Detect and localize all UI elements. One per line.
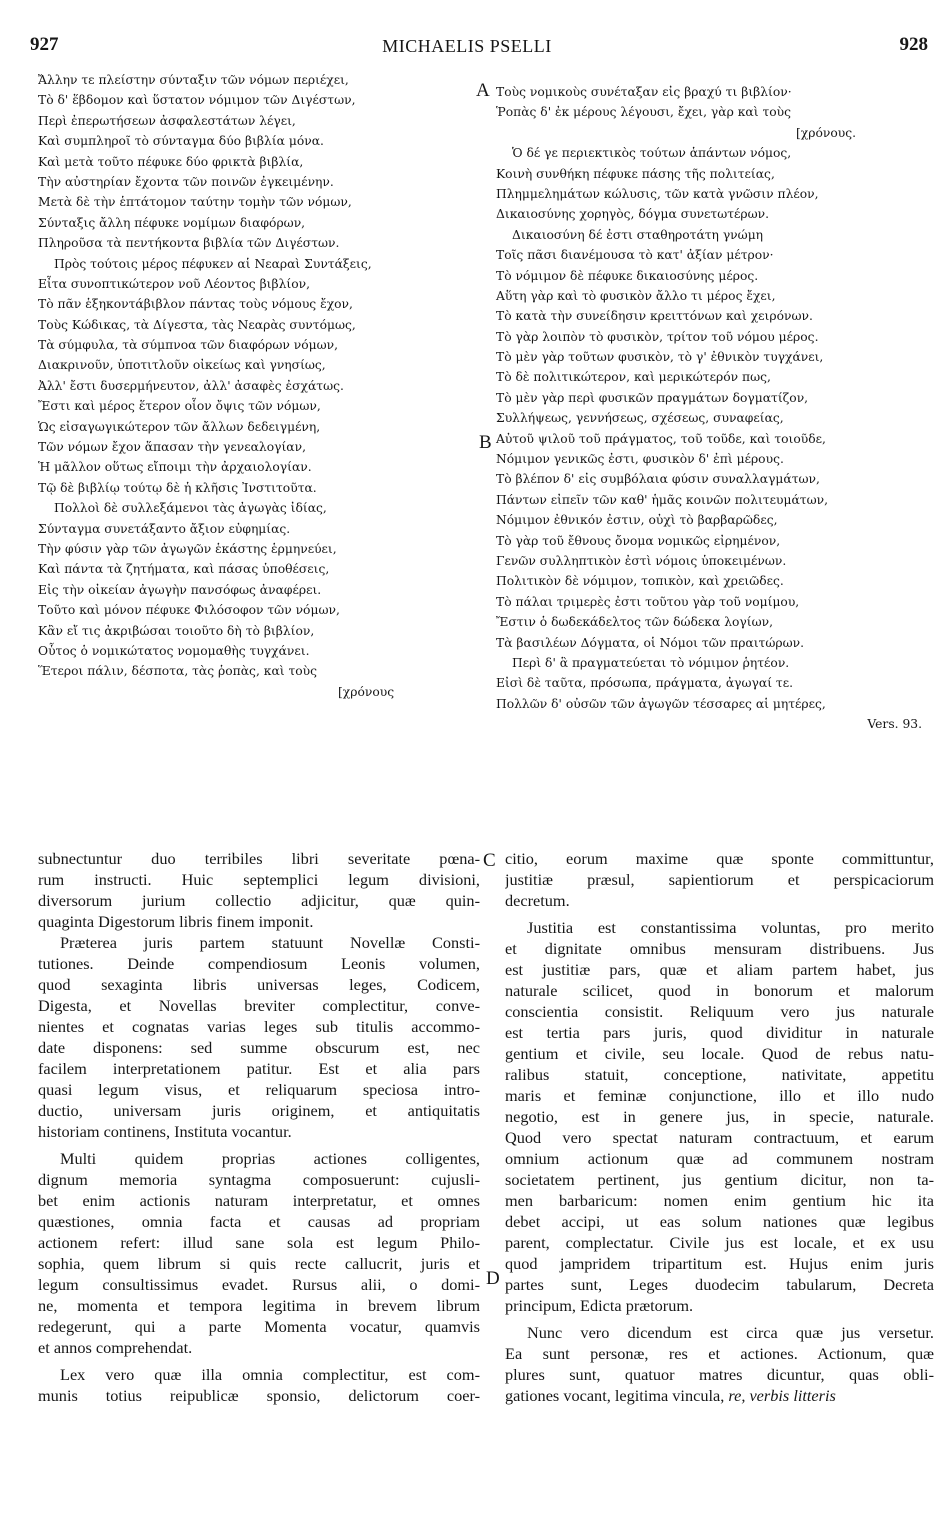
greek-verse-continuation: [χρόνους: [338, 684, 395, 699]
latin-text-line: redegerunt, qui a parte Momenta vocatur, quamvis: [38, 1317, 480, 1336]
greek-verse-line: Τοὺς νομικοὺς συνέταξαν εἰς βραχύ τι βιβλίον·: [496, 85, 792, 99]
latin-text-line: facilem interpretationem patitur. Est et alia pars: [38, 1059, 480, 1078]
greek-verse-line: Καὶ πάντα τὰ ζητήματα, καὶ πάσας ὑποθέσεις,: [38, 562, 330, 577]
latin-text-line: Justitia est constantissima voluntas, pro merito: [527, 918, 934, 937]
latin-text-line: debet accipi, ut eas solum nationes quæ legibus: [505, 1212, 934, 1231]
section-marker-c: C: [483, 850, 496, 871]
latin-text-line: Præterea juris partem statuunt Novellæ Consti-: [60, 933, 480, 952]
greek-verse-line: Ἄλλην τε πλείστην σύνταξιν τῶν νόμων περιέχει,: [38, 73, 349, 87]
greek-verse-line: Ἔστιν ὁ δωδεκάδελτος τῶν δώδεκα λογίων,: [496, 615, 773, 630]
latin-text-line: dignum memoria syntagma composuerunt: cujusli-: [38, 1170, 480, 1189]
latin-text-line: maris et feminæ conjunctione, illo et illo nudo: [505, 1086, 934, 1105]
greek-verse-line: Σύνταξις ἄλλη πέφυκε νομίμων διαφόρων,: [38, 215, 306, 230]
latin-text-line: naturale scilicet, quod in bonorum et malorum: [505, 981, 934, 1000]
greek-verse-line: Τοῖς πᾶσι διανέμουσα τὸ κατ' ἀξίαν μέτρον·: [496, 248, 774, 263]
greek-verse-column-left: [38, 70, 470, 702]
latin-text-line: quod jampridem tripartitum est. Hujus enim juris: [505, 1254, 934, 1273]
latin-text-line: [505, 1385, 934, 1406]
greek-verse-line: Τὸ γὰρ τοῦ ἔθνους ὄνομα νομικῶς εἰρημένον,: [496, 533, 781, 548]
greek-verse-line: Γενῶν συλληπτικὸν ἐστὶ νόμοις ὑποκειμένων.: [496, 553, 787, 568]
greek-verse-line: Τὸ βλέπον δ' εἰς συμβόλαια φύσιν συναλλαγμάτων,: [496, 472, 820, 487]
greek-verse-line: Ὡς εἰσαγωγικώτερον τῶν ἄλλων δεδειγμένη,: [38, 419, 321, 434]
greek-verse-line: Οὗτος ὁ νομικώτατος νομομαθὴς τυγχάνει.: [38, 643, 310, 658]
greek-verse-line: Τὸ πᾶν ἑξηκοντάβιβλον πάντας τοὺς νόμους ἔχον,: [38, 297, 353, 312]
greek-verse-line: Εἰς τὴν οἰκείαν ἀγωγὴν πανσόφως ἀναφέρει.: [38, 582, 322, 597]
greek-verse-line: Τὸ γὰρ λοιπὸν τὸ φυσικὸν, τρίτον τοῦ νόμου μέρος.: [496, 329, 819, 344]
verse-reference: Vers. 93.: [867, 717, 922, 732]
latin-text-line: societatem pertinent, jus gentium dicitur, non ta-: [505, 1170, 934, 1189]
latin-translation-column-left: [38, 848, 480, 1406]
latin-text-line: omnium actionum quæ ad communem nostram: [505, 1149, 934, 1168]
greek-verse-column-right: [496, 82, 930, 735]
greek-verse-line: Σύνταγμα συνετάξαντο ἄξιον εὐφημίας.: [38, 521, 291, 536]
greek-verse-line: Νόμιμον γενικῶς ἐστι, φυσικὸν δ' ἐπὶ μέρους.: [496, 452, 784, 467]
latin-text-line: ne, momenta et tempora legitima in brevem librum: [38, 1296, 480, 1315]
greek-verse-line: Πολλοὶ δὲ συλλεξάμενοι τὰς ἀγωγὰς ἰδίας,: [54, 501, 327, 516]
latin-text-line: actionem refert: illud sane sola est legum Philo-: [38, 1233, 480, 1252]
greek-verse-line: Τὸ κατὰ τὴν συνείδησιν κρειττόνων καὶ χειρόνων.: [496, 309, 813, 324]
latin-text-line: Multi quidem proprias actiones colligentes,: [60, 1149, 480, 1168]
greek-verse-line: Τὸ πάλαι τριμερὲς ἐστι τοῦτου γὰρ τοῦ νομίμου,: [496, 594, 800, 609]
section-marker-a: A: [476, 80, 490, 101]
latin-text-line: historiam continens, Instituta vocantur.: [38, 1122, 292, 1141]
greek-verse-line: Καὶ συμπληροῖ τὸ σύνταγμα δύο βιβλία μόνα.: [38, 134, 324, 149]
greek-verse-line: Τῷ δὲ βιβλίῳ τούτῳ δὲ ἡ κλῆσις Ἰνστιτοῦτα.: [38, 480, 317, 495]
latin-text-line: parent, complectatur. Civile jus est locale, et ex usu: [505, 1233, 934, 1252]
latin-text-line: justitiæ præsul, sapientiorum et perspicaciorum: [505, 870, 934, 889]
greek-verse-line: Αὕτη γὰρ καὶ τὸ φυσικὸν ἄλλο τι μέρος ἔχει,: [496, 288, 776, 303]
latin-text-line: munis totius reipublicæ sponsio, delictorum coer-: [38, 1386, 480, 1405]
latin-text-line: principum, Edicta prætorum.: [505, 1296, 694, 1315]
greek-verse-line: Πολιτικὸν δὲ νόμιμον, τοπικὸν, καὶ χρειῶδες.: [496, 574, 784, 589]
greek-verse-line: Τὸ δ' ἕβδομον καὶ ὕστατον νόμιμον τῶν Διγέστων,: [38, 93, 356, 108]
left-page-number: 927: [30, 34, 59, 55]
latin-text-line: ralibus statuit, conceptione, nativitate, appetitu: [505, 1065, 934, 1084]
greek-verse-line: Εἰσὶ δὲ ταῦτα, πρόσωπα, πράγματα, ἀγωγαί τε.: [496, 676, 794, 691]
latin-text-line: legum consultissimus evadet. Rursus alii, o domi-: [38, 1275, 480, 1294]
section-marker-b: B: [479, 432, 492, 453]
right-page-number: 928: [899, 34, 928, 55]
latin-text-line: est tertia pars juris, quod dividitur in naturale: [505, 1023, 934, 1042]
latin-text-line: Digesta, et Novellas breviter complectitur, conve-: [38, 996, 480, 1015]
greek-verse-line: Πλημμελημάτων κώλυσις, τῶν κατὰ γνῶσιν πλέον,: [496, 186, 819, 201]
greek-verse-line: Περὶ δ' ἃ πραγματεύεται τὸ νόμιμον ῥητέον.: [512, 655, 790, 670]
greek-verse-line: Τὸ μὲν γὰρ περὶ φυσικῶν πραγμάτων δογματίζον,: [496, 390, 809, 405]
latin-text-line: bet enim actionis naturam interpretatur, et omnes: [38, 1191, 480, 1210]
latin-text-line: citio, eorum maxime quæ sponte committuntur,: [505, 849, 934, 868]
greek-verse-line: Ἔστι καὶ μέρος ἕτερον οἷον ὄψις τῶν νόμων,: [38, 399, 321, 414]
latin-text-line: est justitiæ pars, quæ et aliam partem habet, jus: [505, 960, 934, 979]
latin-text-line: decretum.: [505, 891, 570, 910]
greek-verse-line: Πρὸς τούτοις μέρος πέφυκεν αἱ Νεαραὶ Συντάξεις,: [54, 256, 372, 271]
greek-verse-line: Εἶτα συνοπτικώτερον νοῦ Λέοντος βιβλίον,: [38, 276, 311, 291]
greek-verse-line: Τὰ σύμφυλα, τὰ σύμπνοα τῶν διαφόρων νόμων,: [38, 338, 339, 353]
greek-verse-line: Τὴν αὐστηρίαν ἔχοντα τῶν ποινῶν ἐγκειμένην.: [38, 174, 334, 189]
latin-text-line: negotio, est in genere jus, in specie, naturale.: [505, 1107, 934, 1126]
greek-verse-line: Συλλήψεως, γεννήσεως, σχέσεως, συναφείας,: [496, 411, 784, 426]
latin-text-line: rum instructi. Huic septemplici legum divisioni,: [38, 870, 480, 889]
latin-text-line: Lex vero quæ illa omnia complectitur, est com-: [60, 1365, 480, 1384]
latin-text-line: quasi legum visus, et reliquarum speciosa intro-: [38, 1080, 480, 1099]
latin-text-line: plures sunt, quatuor matres dicuntur, quas obli-: [505, 1365, 934, 1384]
latin-text-line: gentium et civile, seu locale. Quod de rebus natu-: [505, 1044, 934, 1063]
greek-verse-line: Τοὺς Κώδικας, τὰ Δίγεστα, τὰς Νεαρὰς συντόμως,: [38, 317, 356, 332]
greek-verse-line: Τὸ μὲν γὰρ τοῦτων φυσικὸν, τὸ γ' ἐθνικὸν τυγχάνει,: [496, 350, 824, 365]
latin-text-line: sophia, quem librum si quis recte callucrit, juris et: [38, 1254, 480, 1273]
greek-verse-line: Κοινὴ συνθήκη πέφυκε πάσης τῆς πολιτείας,: [496, 166, 775, 181]
greek-verse-line: Πάντων εἰπεῖν τῶν καθ' ἡμᾶς κοινῶν πολιτευμάτων,: [496, 492, 828, 507]
latin-text-segment: gationes vocant, legitima vincula,: [505, 1386, 725, 1405]
latin-text-line: nientes et cognatas varias leges sub titulis accommo-: [38, 1017, 480, 1036]
greek-verse-line: Μετὰ δὲ τὴν ἑπτάτομον ταύτην τομὴν τῶν νόμων,: [38, 195, 352, 210]
latin-text-line: diversorum jurium collectio adjicitur, quæ quin-: [38, 891, 480, 910]
greek-verse-line: Ἡ μᾶλλον οὕτως εἴποιμι τὴν ἀρχαιολογίαν.: [38, 460, 312, 475]
greek-verse-line: Κἂν εἴ τις ἀκριβώσαι τοιοῦτο δὴ τὸ βιβλίον,: [38, 623, 315, 638]
greek-verse-line: Ὁ δέ γε περιεκτικὸς τούτων ἁπάντων νόμος,: [512, 146, 792, 161]
greek-verse-line: Πληροῦσα τὰ πεντήκοντα βιβλία τῶν Διγέστων.: [38, 236, 340, 251]
latin-text-line: Ea sunt personæ, res et actiones. Actionum, quæ: [505, 1344, 934, 1363]
greek-verse-line: Καὶ μετὰ τοῦτο πέφυκε δύο φρικτὰ βιβλία,: [38, 154, 304, 169]
greek-verse-line: Δικαιοσύνης χορηγὸς, δόγμα συνετωτέρων.: [496, 207, 770, 222]
running-title: MICHAELIS PSELLI: [382, 36, 552, 56]
latin-text-line: et annos comprehendat.: [38, 1338, 193, 1357]
greek-verse-line: Ἕτεροι πάλιν, δέσποτα, τὰς ῥοπὰς, καὶ τοὺς: [38, 664, 318, 679]
greek-verse-line: Διακρινοῦν, ὑποτιτλοῦν οἰκείως καὶ γνησίως,: [38, 358, 326, 373]
greek-verse-line: Αὐτοῦ ψιλοῦ τοῦ πράγματος, τοῦ τοῦδε, καὶ τοιοῦδε,: [496, 431, 826, 446]
greek-verse-line: Ῥοπὰς δ' ἐκ μέρους λέγουσι, ἔχει, γὰρ καὶ τοὺς: [496, 105, 792, 120]
greek-verse-line: Πολλῶν δ' οὐσῶν τῶν ἀγωγῶν τέσσαρες αἱ μητέρες,: [496, 696, 826, 711]
latin-text-line: ductio, universam juris originem, et antiquitatis: [38, 1101, 480, 1120]
greek-verse-continuation: [χρόνους.: [796, 125, 857, 140]
latin-text-line: tutiones. Deinde compendiosum Leonis volumen,: [38, 954, 480, 973]
latin-text-line: men barbaricum: nomen enim gentium hic ita: [505, 1191, 934, 1210]
greek-verse-line: Τὸ νόμιμον δὲ πέφυκε δικαιοσύνης μέρος.: [496, 268, 759, 283]
latin-text-line: quod sexaginta libris universas leges, Codicem,: [38, 975, 480, 994]
greek-verse-line: Περὶ ἐπερωτήσεων ἀσφαλεστάτων λέγει,: [38, 113, 296, 128]
latin-translation-column-right: [505, 848, 934, 1406]
greek-verse-line: Δικαιοσύνη δέ ἐστι σταθηροτάτη γνώμη: [512, 227, 764, 242]
greek-verse-line: Τὰ βασιλέων Δόγματα, οἱ Νόμοι τῶν πραιτώρων.: [496, 635, 805, 650]
latin-text-line: subnectuntur duo terribiles libri severitate pœna-: [38, 849, 480, 868]
latin-text-line: quaginta Digestorum libris finem imponit.: [38, 912, 314, 931]
latin-text-line: et dignitate omnibus mensuram distribuens. Jus: [505, 939, 934, 958]
latin-text-line: conscientia consistit. Reliquum vero jus naturale: [505, 1002, 934, 1021]
greek-verse-line: Τὸ δὲ πολιτικώτερον, καὶ μερικώτερόν πως,: [496, 370, 771, 385]
greek-verse-line: Τὴν φύσιν γὰρ τῶν ἀγωγῶν ἑκάστης ἑρμηνεύει,: [38, 541, 337, 556]
greek-verse-line: Νόμιμον ἐθνικόν ἐστιν, οὐχὶ τὸ βαρβαρῶδες,: [496, 513, 778, 528]
latin-text-line: partes sunt, Leges duodecim tabularum, Decreta: [505, 1275, 934, 1294]
greek-verse-line: Τῶν νόμων ἔχον ἅπασαν τὴν γενεαλογίαν,: [38, 440, 306, 455]
greek-verse-line: Ἀλλ' ἔστι δυσερμήνευτον, ἀλλ' ἀσαφὲς ἐσχάτως.: [38, 378, 344, 393]
latin-text-line: quæstiones, omnia facta et causas ad propriam: [38, 1212, 480, 1231]
latin-text-line: Nunc vero dicendum est circa quæ jus versetur.: [527, 1323, 934, 1342]
greek-verse-line: Τοῦτο καὶ μόνον πέφυκε Φιλόσοφον τῶν νόμων,: [38, 603, 340, 618]
section-marker-d: D: [486, 1268, 500, 1289]
latin-text-line: date disponens: sed summe obscurum est, nec: [38, 1038, 480, 1057]
latin-text-line: Quod vero spectat naturam contractuum, et earum: [505, 1128, 934, 1147]
latin-italic-phrase: re, verbis litteris: [728, 1386, 836, 1405]
